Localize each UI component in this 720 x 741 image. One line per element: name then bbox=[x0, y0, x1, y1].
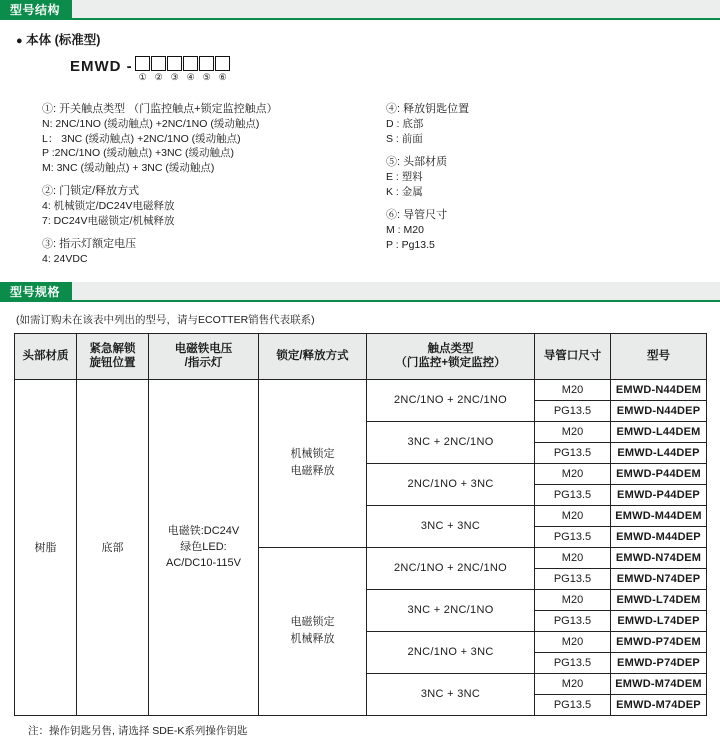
cell-model-number: EMWD-L74DEM bbox=[611, 589, 707, 610]
code-index-label: ③ bbox=[170, 72, 179, 82]
cell-contact-type: 3NC + 2NC/1NO bbox=[367, 589, 535, 631]
legend-option: S : 前面 bbox=[386, 132, 423, 145]
col-head-coil-voltage-l2: /指示灯 bbox=[184, 357, 223, 369]
model-spec-table bbox=[14, 333, 707, 716]
cell-lock-mode bbox=[259, 547, 367, 715]
section-header-structure bbox=[0, 0, 720, 20]
coil-line-1: 电磁铁:DC24V bbox=[167, 525, 240, 537]
cell-model-number: EMWD-P44DEM bbox=[611, 463, 707, 484]
cell-conduit-size: M20 bbox=[535, 589, 611, 610]
bullet-icon: ● bbox=[16, 35, 23, 47]
model-code-slot-4 bbox=[183, 56, 199, 82]
model-code-slot-5 bbox=[199, 56, 215, 82]
cell-model-number: EMWD-N44DEM bbox=[611, 379, 707, 400]
code-box bbox=[199, 56, 214, 71]
cell-conduit-size: PG13.5 bbox=[535, 568, 611, 589]
code-box bbox=[167, 56, 182, 71]
cell-material: 树脂 bbox=[15, 379, 77, 715]
cell-contact-type: 2NC/1NO + 3NC bbox=[367, 631, 535, 673]
legend-heading: ②: 门锁定/释放方式 bbox=[42, 185, 140, 197]
model-code-slot-1 bbox=[135, 56, 151, 82]
cell-model-number: EMWD-M74DEP bbox=[611, 694, 707, 715]
col-head-coil-voltage-l1: 电磁铁电压 bbox=[174, 343, 233, 355]
coil-line-3: AC/DC10-115V bbox=[166, 557, 241, 569]
structure-subtitle bbox=[16, 30, 706, 48]
col-head-contact-type-l2: （门监控+锁定监控） bbox=[395, 357, 506, 369]
model-code-slot-3 bbox=[167, 56, 183, 82]
cell-conduit-size: PG13.5 bbox=[535, 526, 611, 547]
legend-item-head-material bbox=[386, 155, 678, 199]
table-row bbox=[15, 379, 707, 400]
section-header-spec bbox=[0, 282, 720, 302]
legend-item-indicator-voltage bbox=[42, 237, 378, 267]
cell-contact-type: 2NC/1NO + 3NC bbox=[367, 463, 535, 505]
cell-conduit-size: M20 bbox=[535, 673, 611, 694]
code-legend-right-column bbox=[378, 102, 678, 276]
cell-conduit-size: M20 bbox=[535, 463, 611, 484]
model-code-boxes bbox=[135, 56, 231, 82]
code-box bbox=[151, 56, 166, 71]
code-legend-left-column bbox=[42, 102, 378, 276]
lock-mode-line-2: 电磁释放 bbox=[290, 465, 335, 477]
model-code-slot-2 bbox=[151, 56, 167, 82]
code-index-label: ⑥ bbox=[218, 72, 227, 82]
lock-mode-line-1: 电磁锁定 bbox=[290, 616, 335, 628]
legend-option: P : Pg13.5 bbox=[386, 238, 435, 251]
legend-option: 4: 24VDC bbox=[42, 253, 88, 265]
cell-lock-mode bbox=[259, 379, 367, 547]
cell-model-number: EMWD-N74DEP bbox=[611, 568, 707, 589]
col-head-contact-type-l1: 触点类型 bbox=[427, 343, 474, 355]
cell-conduit-size: M20 bbox=[535, 421, 611, 442]
structure-block bbox=[0, 20, 720, 282]
cell-model-number: EMWD-L44DEP bbox=[611, 442, 707, 463]
model-code-diagram bbox=[70, 56, 706, 94]
col-head-knob-position-l1: 紧急解锁 bbox=[89, 343, 136, 355]
col-head-material: 头部材质 bbox=[15, 333, 77, 379]
cell-model-number: EMWD-M44DEP bbox=[611, 526, 707, 547]
legend-item-contact-type bbox=[42, 102, 378, 175]
cell-conduit-size: M20 bbox=[535, 379, 611, 400]
code-index-label: ② bbox=[154, 72, 163, 82]
cell-model-number: EMWD-N44DEP bbox=[611, 400, 707, 421]
legend-option: M : M20 bbox=[386, 224, 424, 236]
col-head-model: 型号 bbox=[611, 333, 707, 379]
legend-item-conduit-size bbox=[386, 208, 678, 252]
cell-model-number: EMWD-L74DEP bbox=[611, 610, 707, 631]
cell-contact-type: 3NC + 2NC/1NO bbox=[367, 421, 535, 463]
legend-option: K : 金属 bbox=[386, 185, 423, 198]
legend-item-lock-mode bbox=[42, 184, 378, 228]
col-head-coil-voltage bbox=[149, 333, 259, 379]
legend-option: 4: 机械锁定/DC24V电磁释放 bbox=[42, 200, 175, 212]
code-index-label: ④ bbox=[186, 72, 195, 82]
cell-model-number: EMWD-M44DEM bbox=[611, 505, 707, 526]
cell-model-number: EMWD-N74DEM bbox=[611, 547, 707, 568]
legend-option: M: 3NC (缓动触点) + 3NC (缓动触点) bbox=[42, 161, 215, 174]
code-index-label: ⑤ bbox=[202, 72, 211, 82]
cell-contact-type: 2NC/1NO + 2NC/1NO bbox=[367, 379, 535, 421]
cell-coil-voltage bbox=[149, 379, 259, 715]
legend-option: E : 塑料 bbox=[386, 171, 423, 183]
legend-option: P :2NC/1NO (缓动触点) +3NC (缓动触点) bbox=[42, 147, 235, 159]
spec-note: (如需订购未在该表中列出的型号，请与ECOTTER销售代表联系) bbox=[16, 313, 315, 326]
legend-option: N: 2NC/1NO (缓动触点) +2NC/1NO (缓动触点) bbox=[42, 118, 260, 130]
table-header-row bbox=[15, 333, 707, 379]
cell-model-number: EMWD-M74DEM bbox=[611, 673, 707, 694]
lock-mode-line-2: 机械释放 bbox=[290, 633, 335, 645]
lock-mode-line-1: 机械锁定 bbox=[290, 448, 335, 460]
cell-model-number: EMWD-L44DEM bbox=[611, 421, 707, 442]
code-index-label: ① bbox=[138, 72, 147, 82]
code-box bbox=[215, 56, 230, 71]
legend-option: D : 底部 bbox=[386, 118, 424, 130]
cell-model-number: EMWD-P74DEM bbox=[611, 631, 707, 652]
legend-heading: ③: 指示灯额定电压 bbox=[42, 238, 137, 250]
model-prefix: EMWD - bbox=[70, 58, 133, 75]
legend-heading: ①: 开关触点类型 （门监控触点+锁定监控触点） bbox=[42, 103, 278, 115]
col-head-knob-position bbox=[77, 333, 149, 379]
cell-conduit-size: M20 bbox=[535, 505, 611, 526]
legend-option: 7: DC24V电磁锁定/机械释放 bbox=[42, 214, 175, 227]
cell-conduit-size: PG13.5 bbox=[535, 652, 611, 673]
legend-heading: ⑥: 导管尺寸 bbox=[386, 209, 448, 221]
cell-conduit-size: M20 bbox=[535, 547, 611, 568]
legend-heading: ⑤: 头部材质 bbox=[386, 156, 448, 168]
cell-conduit-size: PG13.5 bbox=[535, 400, 611, 421]
legend-heading: ④: 释放钥匙位置 bbox=[386, 103, 470, 115]
spec-footnote: 注：操作钥匙另售, 请选择 SDE-K系列操作钥匙 bbox=[28, 724, 248, 737]
spec-block bbox=[0, 302, 720, 738]
col-head-knob-position-l2: 旋钮位置 bbox=[89, 357, 136, 369]
col-head-contact-type bbox=[367, 333, 535, 379]
cell-conduit-size: M20 bbox=[535, 631, 611, 652]
cell-contact-type: 3NC + 3NC bbox=[367, 505, 535, 547]
section-title-structure: 型号结构 bbox=[0, 0, 72, 20]
col-head-lock-release-mode: 锁定/释放方式 bbox=[259, 333, 367, 379]
cell-contact-type: 3NC + 3NC bbox=[367, 673, 535, 715]
cell-model-number: EMWD-P44DEP bbox=[611, 484, 707, 505]
code-legend bbox=[14, 102, 706, 276]
cell-conduit-size: PG13.5 bbox=[535, 694, 611, 715]
code-box bbox=[135, 56, 150, 71]
model-code-slot-6 bbox=[215, 56, 231, 82]
col-head-conduit-size: 导管口尺寸 bbox=[535, 333, 611, 379]
legend-item-key-position bbox=[386, 102, 678, 146]
cell-conduit-size: PG13.5 bbox=[535, 610, 611, 631]
structure-subtitle-text: 本体 (标准型) bbox=[26, 33, 101, 47]
code-box bbox=[183, 56, 198, 71]
cell-conduit-size: PG13.5 bbox=[535, 442, 611, 463]
cell-conduit-size: PG13.5 bbox=[535, 484, 611, 505]
cell-model-number: EMWD-P74DEP bbox=[611, 652, 707, 673]
coil-line-2: 绿色LED: bbox=[180, 541, 227, 553]
legend-option: L： 3NC (缓动触点) +2NC/1NO (缓动触点) bbox=[42, 132, 241, 145]
cell-contact-type: 2NC/1NO + 2NC/1NO bbox=[367, 547, 535, 589]
cell-knob-position: 底部 bbox=[77, 379, 149, 715]
section-title-spec: 型号规格 bbox=[0, 282, 72, 302]
